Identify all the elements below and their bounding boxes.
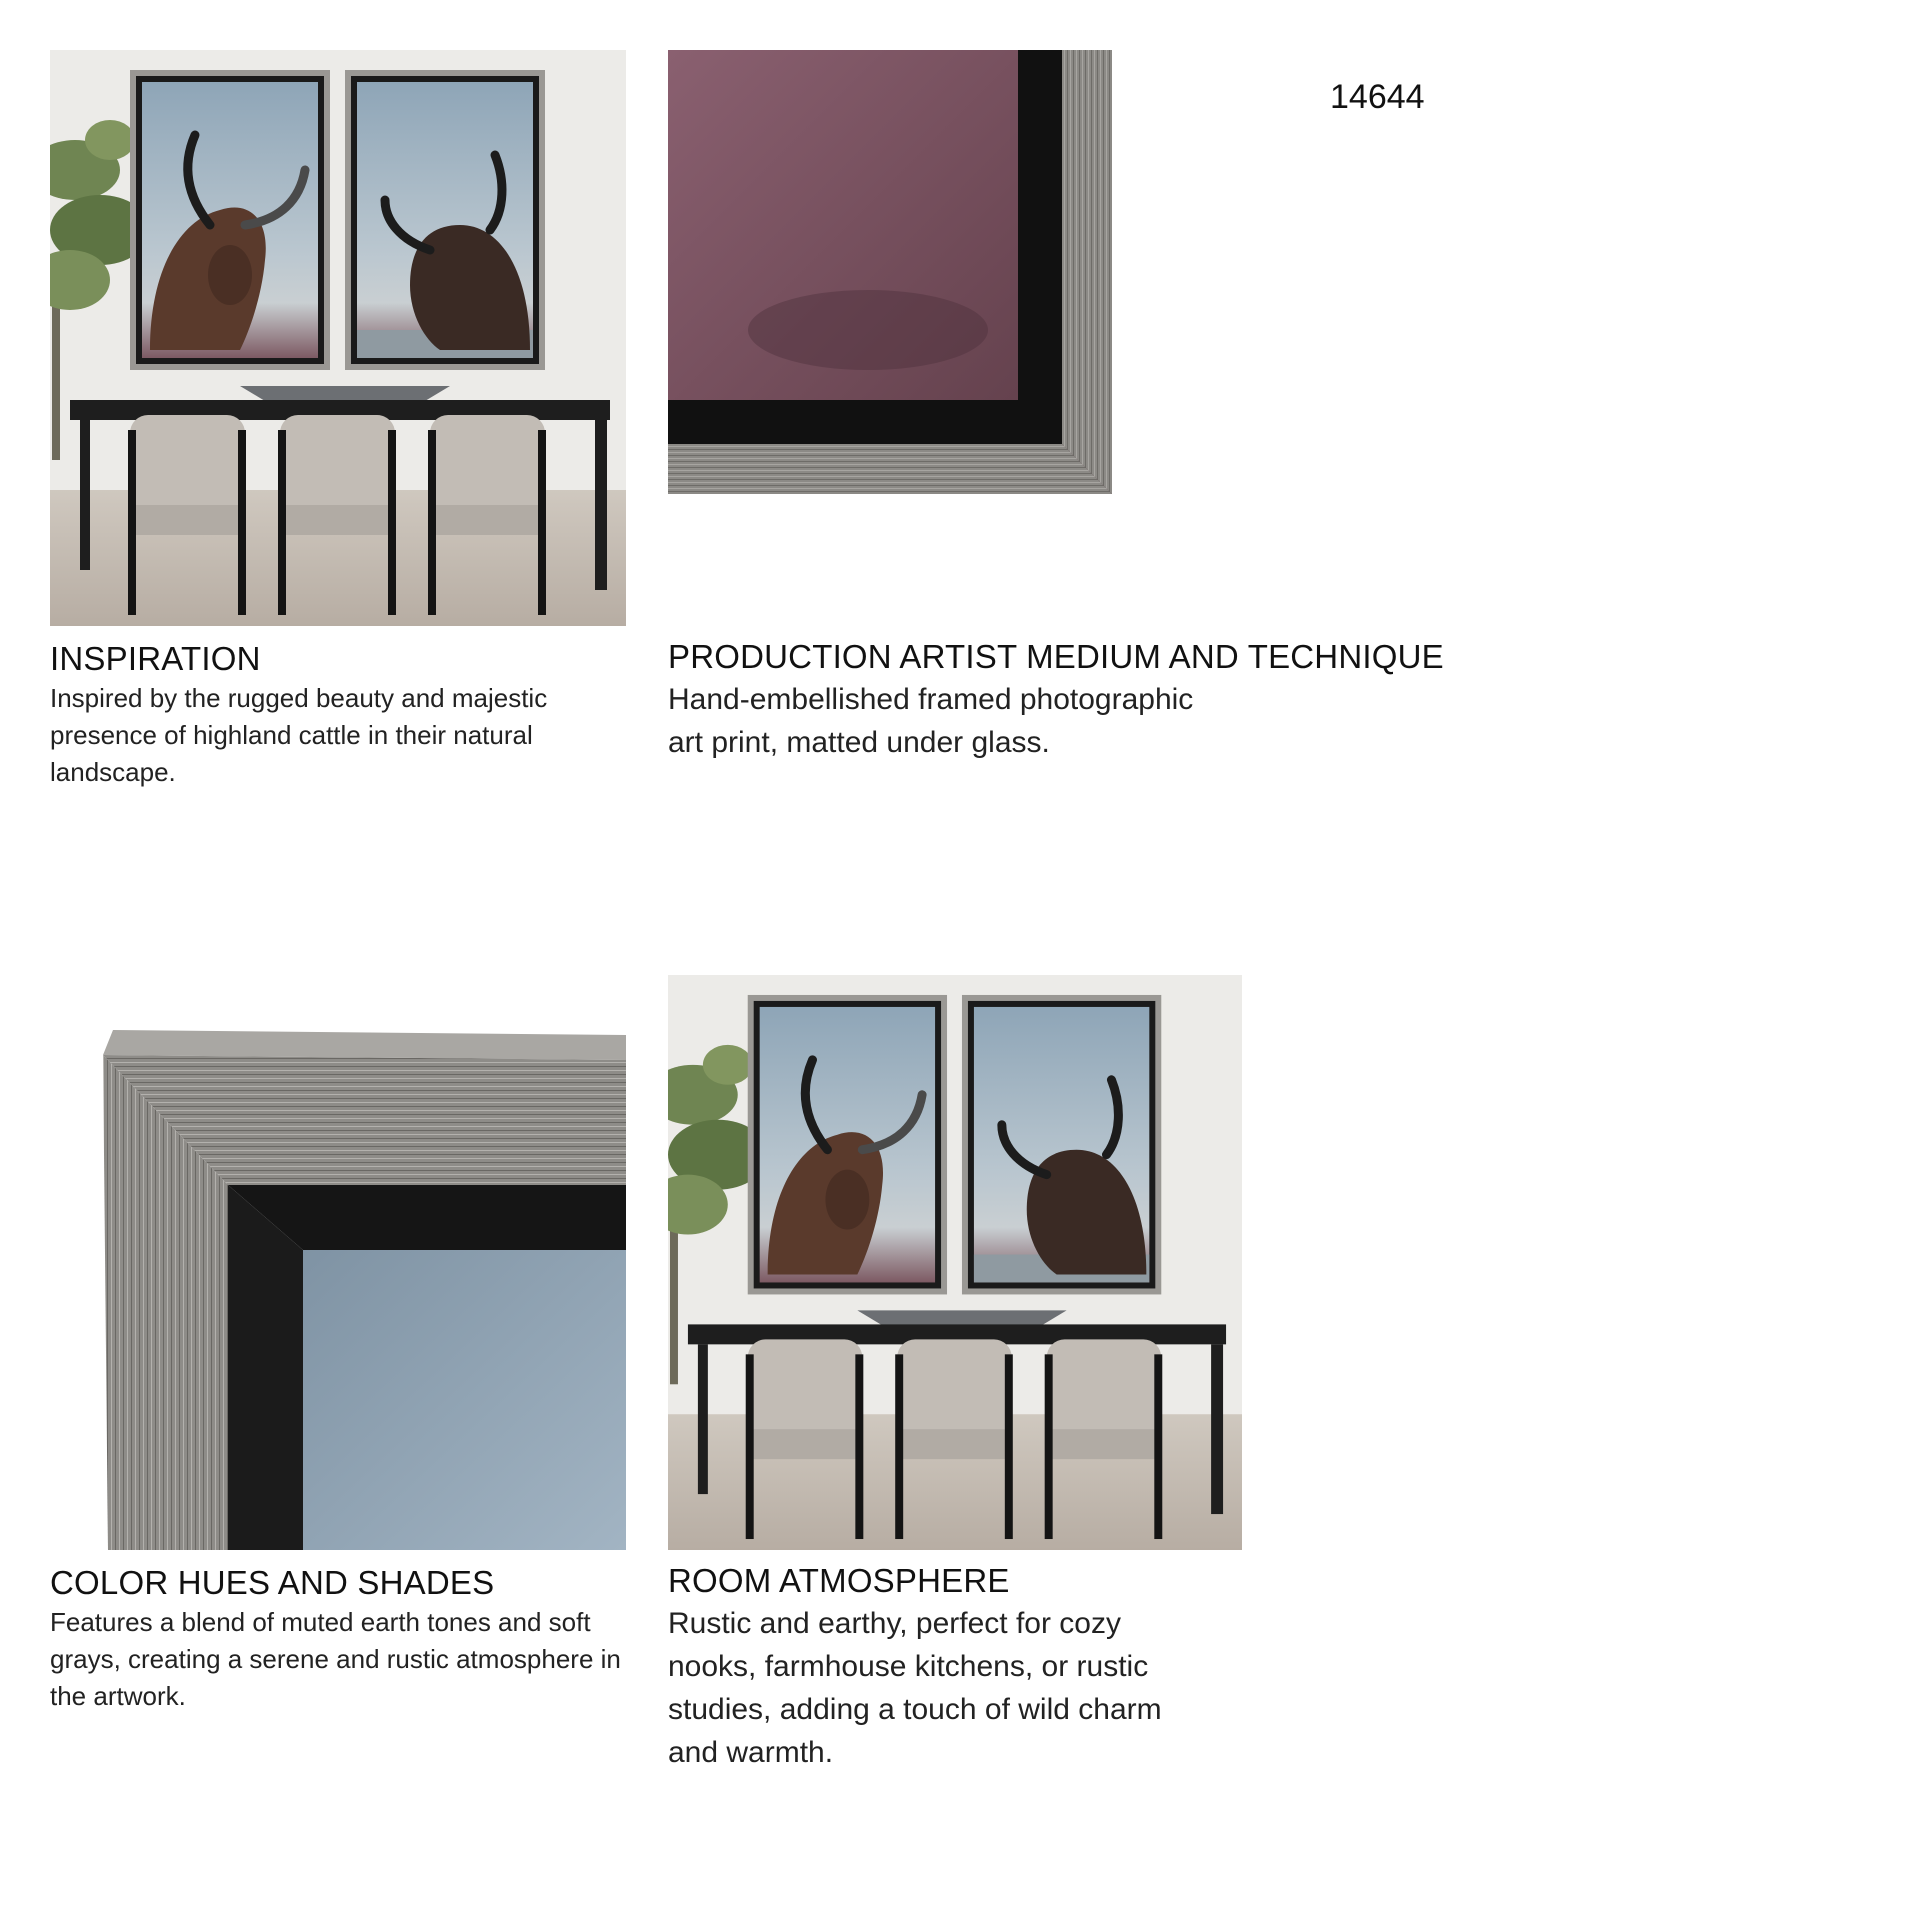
room-body-line: nooks, farmhouse kitchens, or rustic	[668, 1650, 1149, 1683]
color-body: Features a blend of muted earth tones and soft grays, creating a serene and rustic atmosphere in the artwork.	[50, 1607, 621, 1711]
inspiration-heading: INSPIRATION	[50, 640, 261, 677]
medium-body	[668, 678, 1193, 764]
room-atmosphere-photo	[668, 975, 1242, 1550]
color-frame-detail-photo	[103, 1030, 626, 1550]
dining-room-image-2	[668, 975, 1242, 1550]
medium-body-line: art print, matted under glass.	[668, 726, 1050, 759]
sku-number: 14644	[1330, 78, 1425, 116]
frame-corner-mauve-image	[668, 50, 1112, 494]
room-heading: ROOM ATMOSPHERE	[668, 1562, 1010, 1599]
color-heading: COLOR HUES AND SHADES	[50, 1564, 495, 1601]
frame-corner-gray-image	[103, 1030, 626, 1550]
medium-body-line: Hand-embellished framed photographic	[668, 683, 1194, 716]
inspiration-body: Inspired by the rugged beauty and majestic presence of highland cattle in their natural landscape.	[50, 683, 548, 787]
medium-frame-detail-photo	[668, 50, 1112, 494]
room-body-line: Rustic and earthy, perfect for cozy	[668, 1607, 1121, 1640]
room-body-line: studies, adding a touch of wild charm	[668, 1693, 1162, 1726]
medium-heading: PRODUCTION ARTIST MEDIUM AND TECHNIQUE	[668, 638, 1444, 675]
room-body-line: and warmth.	[668, 1736, 834, 1769]
dining-room-image	[50, 50, 626, 626]
inspiration-room-photo	[50, 50, 626, 626]
room-body	[668, 1602, 1162, 1774]
